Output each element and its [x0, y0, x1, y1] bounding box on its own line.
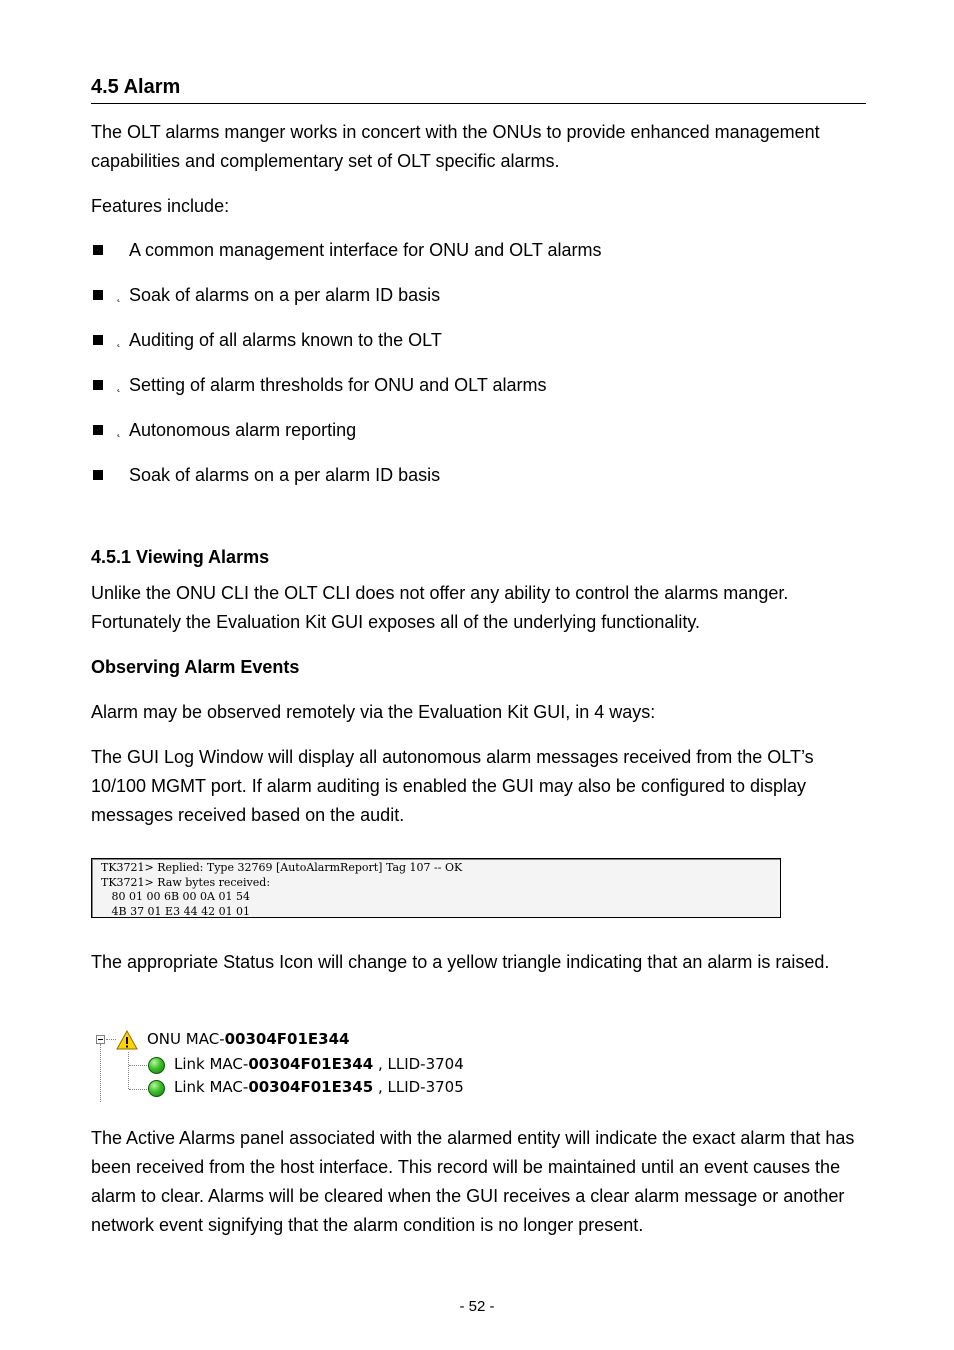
square-bullet-icon: [93, 470, 103, 480]
features-label: Features include:: [91, 196, 230, 216]
status-icon-paragraph: The appropriate Status Icon will change to a yellow triangle indicating that an alarm is raised.: [91, 952, 830, 972]
log-line: 4B 37 01 E3 44 42 01 01: [101, 904, 251, 918]
feature-text: A common management interface for ONU and OLT alarms: [129, 240, 602, 260]
log-line: TK3721> Raw bytes received:: [101, 875, 271, 889]
viewing-paragraph: Unlike the ONU CLI the OLT CLI does not offer any ability to control the alarms manger. Fortunately the Evaluation Kit GUI exposes all of the underlying functionality.: [91, 583, 789, 632]
green-status-icon: [148, 1057, 165, 1074]
square-bullet-icon: [93, 335, 103, 345]
llid-label: , LLID-3705: [373, 1078, 464, 1096]
log-line: TK3721> Replied: Type 32769 [AutoAlarmReport] Tag 107 -- OK: [101, 861, 463, 874]
device-tree: [96, 1028, 476, 1106]
link-mac-value: 00304F01E344: [248, 1055, 374, 1073]
feature-text: Setting of alarm thresholds for ONU and OLT alarms: [129, 375, 547, 395]
log-window-paragraph: The GUI Log Window will display all autonomous alarm messages received from the OLT’s 10/100 MGMT port. If alarm auditing is enabled the GUI may also be configured to display messages received based on the audit.: [91, 747, 814, 825]
section-title: 4.5 Alarm: [91, 74, 866, 104]
page-number: - 52 -: [459, 1298, 495, 1315]
subsection-title: 4.5.1 Viewing Alarms: [91, 547, 270, 567]
onu-mac-value: 00304F01E344: [224, 1030, 350, 1048]
observing-heading: Observing Alarm Events: [91, 657, 300, 677]
bullet-mark: ˛: [117, 378, 121, 392]
square-bullet-icon: [93, 380, 103, 390]
link-mac-label: Link MAC-: [174, 1055, 249, 1073]
bullet-mark: ˛: [117, 288, 121, 302]
bullet-mark: ˛: [117, 423, 121, 437]
log-line: 80 01 00 6B 00 0A 01 54: [101, 890, 250, 903]
bullet-mark: ˛: [117, 333, 121, 347]
link-mac-label: Link MAC-: [174, 1078, 249, 1096]
tree-item-link[interactable]: [174, 1077, 464, 1097]
collapse-toggle[interactable]: [96, 1035, 105, 1044]
feature-text: Autonomous alarm reporting: [129, 420, 357, 440]
green-status-icon: [148, 1080, 165, 1097]
llid-label: , LLID-3704: [373, 1055, 464, 1073]
warning-triangle-icon: [116, 1030, 138, 1050]
observing-paragraph: Alarm may be observed remotely via the Evaluation Kit GUI, in 4 ways:: [91, 702, 656, 722]
link-mac-value: 00304F01E345: [248, 1078, 374, 1096]
square-bullet-icon: [93, 290, 103, 300]
feature-text: Soak of alarms on a per alarm ID basis: [129, 465, 441, 485]
tree-item-onu[interactable]: [147, 1029, 349, 1049]
log-window: [91, 858, 781, 918]
intro-paragraph: The OLT alarms manger works in concert with the ONUs to provide enhanced management capabilities and complementary set of OLT specific alarms.: [91, 122, 820, 171]
square-bullet-icon: [93, 245, 103, 255]
onu-mac-label: ONU MAC-: [147, 1030, 225, 1048]
tree-item-link[interactable]: [174, 1054, 464, 1074]
feature-text: Soak of alarms on a per alarm ID basis: [129, 285, 441, 305]
feature-text: Auditing of all alarms known to the OLT: [129, 330, 442, 350]
square-bullet-icon: [93, 425, 103, 435]
active-alarms-paragraph: The Active Alarms panel associated with the alarmed entity will indicate the exact alarm that has been received from the host interface. This record will be maintained until an event causes the alarm to clear. Alarms will be cleared when the GUI receives a clear alarm message or another network event signifying that the alarm condition is no longer present.: [91, 1128, 855, 1235]
